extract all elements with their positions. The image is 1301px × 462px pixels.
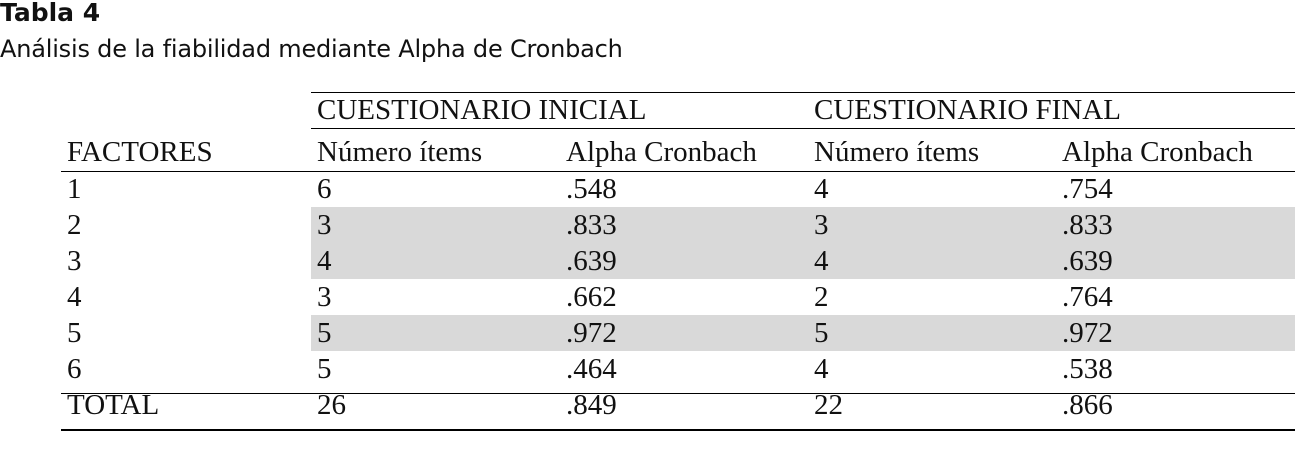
cell-items-final: 5 <box>808 315 1056 351</box>
cell-alpha-final: .972 <box>1056 315 1295 351</box>
cell-alpha-initial: .662 <box>566 281 617 313</box>
cell-alpha-initial: .639 <box>560 243 808 279</box>
total-alpha-initial: .849 <box>566 389 617 421</box>
table-row <box>61 243 1295 279</box>
cell-factor: 4 <box>67 281 82 313</box>
column-header-row <box>61 128 1295 171</box>
header-items-final: Número ítems <box>814 136 980 168</box>
group-header-row <box>61 92 1295 128</box>
cell-items-final: 4 <box>808 243 1056 279</box>
cell-factor: 1 <box>67 173 82 205</box>
table-row <box>61 315 1295 351</box>
header-alpha-initial: Alpha Cronbach <box>566 136 757 168</box>
cell-alpha-initial: .548 <box>566 173 617 205</box>
table-body <box>61 171 1295 387</box>
total-items-final: 22 <box>814 389 843 421</box>
cell-items-initial: 3 <box>311 207 560 243</box>
cell-alpha-initial: .972 <box>560 315 808 351</box>
cell-items-initial: 3 <box>317 281 332 313</box>
cell-alpha-final: .538 <box>1062 353 1113 385</box>
cell-items-initial: 5 <box>317 353 332 385</box>
cell-items-initial: 4 <box>311 243 560 279</box>
reliability-table <box>61 92 1295 423</box>
total-alpha-final: .866 <box>1062 389 1113 421</box>
header-alpha-final: Alpha Cronbach <box>1062 136 1253 168</box>
cell-alpha-final: .764 <box>1062 281 1113 313</box>
table-row <box>61 351 1295 387</box>
cell-items-initial: 6 <box>317 173 332 205</box>
table-label: Tabla 4 <box>0 0 101 27</box>
cell-items-final: 4 <box>814 353 829 385</box>
rule-bottom <box>61 429 1295 431</box>
cell-alpha-initial: .833 <box>560 207 808 243</box>
cell-items-final: 3 <box>808 207 1056 243</box>
cell-factor: 5 <box>67 317 82 349</box>
total-items-initial: 26 <box>317 389 346 421</box>
total-label: TOTAL <box>67 389 160 421</box>
cell-alpha-initial: .464 <box>566 353 617 385</box>
table-row <box>61 207 1295 243</box>
cell-alpha-final: .639 <box>1056 243 1295 279</box>
cell-alpha-final: .833 <box>1056 207 1295 243</box>
cell-alpha-final: .754 <box>1062 173 1113 205</box>
cell-factor: 2 <box>67 209 82 241</box>
group-header-final: CUESTIONARIO FINAL <box>814 94 1121 126</box>
cell-items-initial: 5 <box>311 315 560 351</box>
total-row <box>61 387 1295 423</box>
table-row <box>61 171 1295 207</box>
group-header-initial: CUESTIONARIO INICIAL <box>317 94 647 126</box>
cell-factor: 6 <box>67 353 82 385</box>
table-title: Análisis de la fiabilidad mediante Alpha de Cronbach <box>0 35 623 63</box>
cell-factor: 3 <box>67 245 82 277</box>
cell-items-final: 2 <box>814 281 829 313</box>
header-items-initial: Número ítems <box>317 136 483 168</box>
cell-items-final: 4 <box>814 173 829 205</box>
table-row <box>61 279 1295 315</box>
header-factores: FACTORES <box>67 136 213 168</box>
